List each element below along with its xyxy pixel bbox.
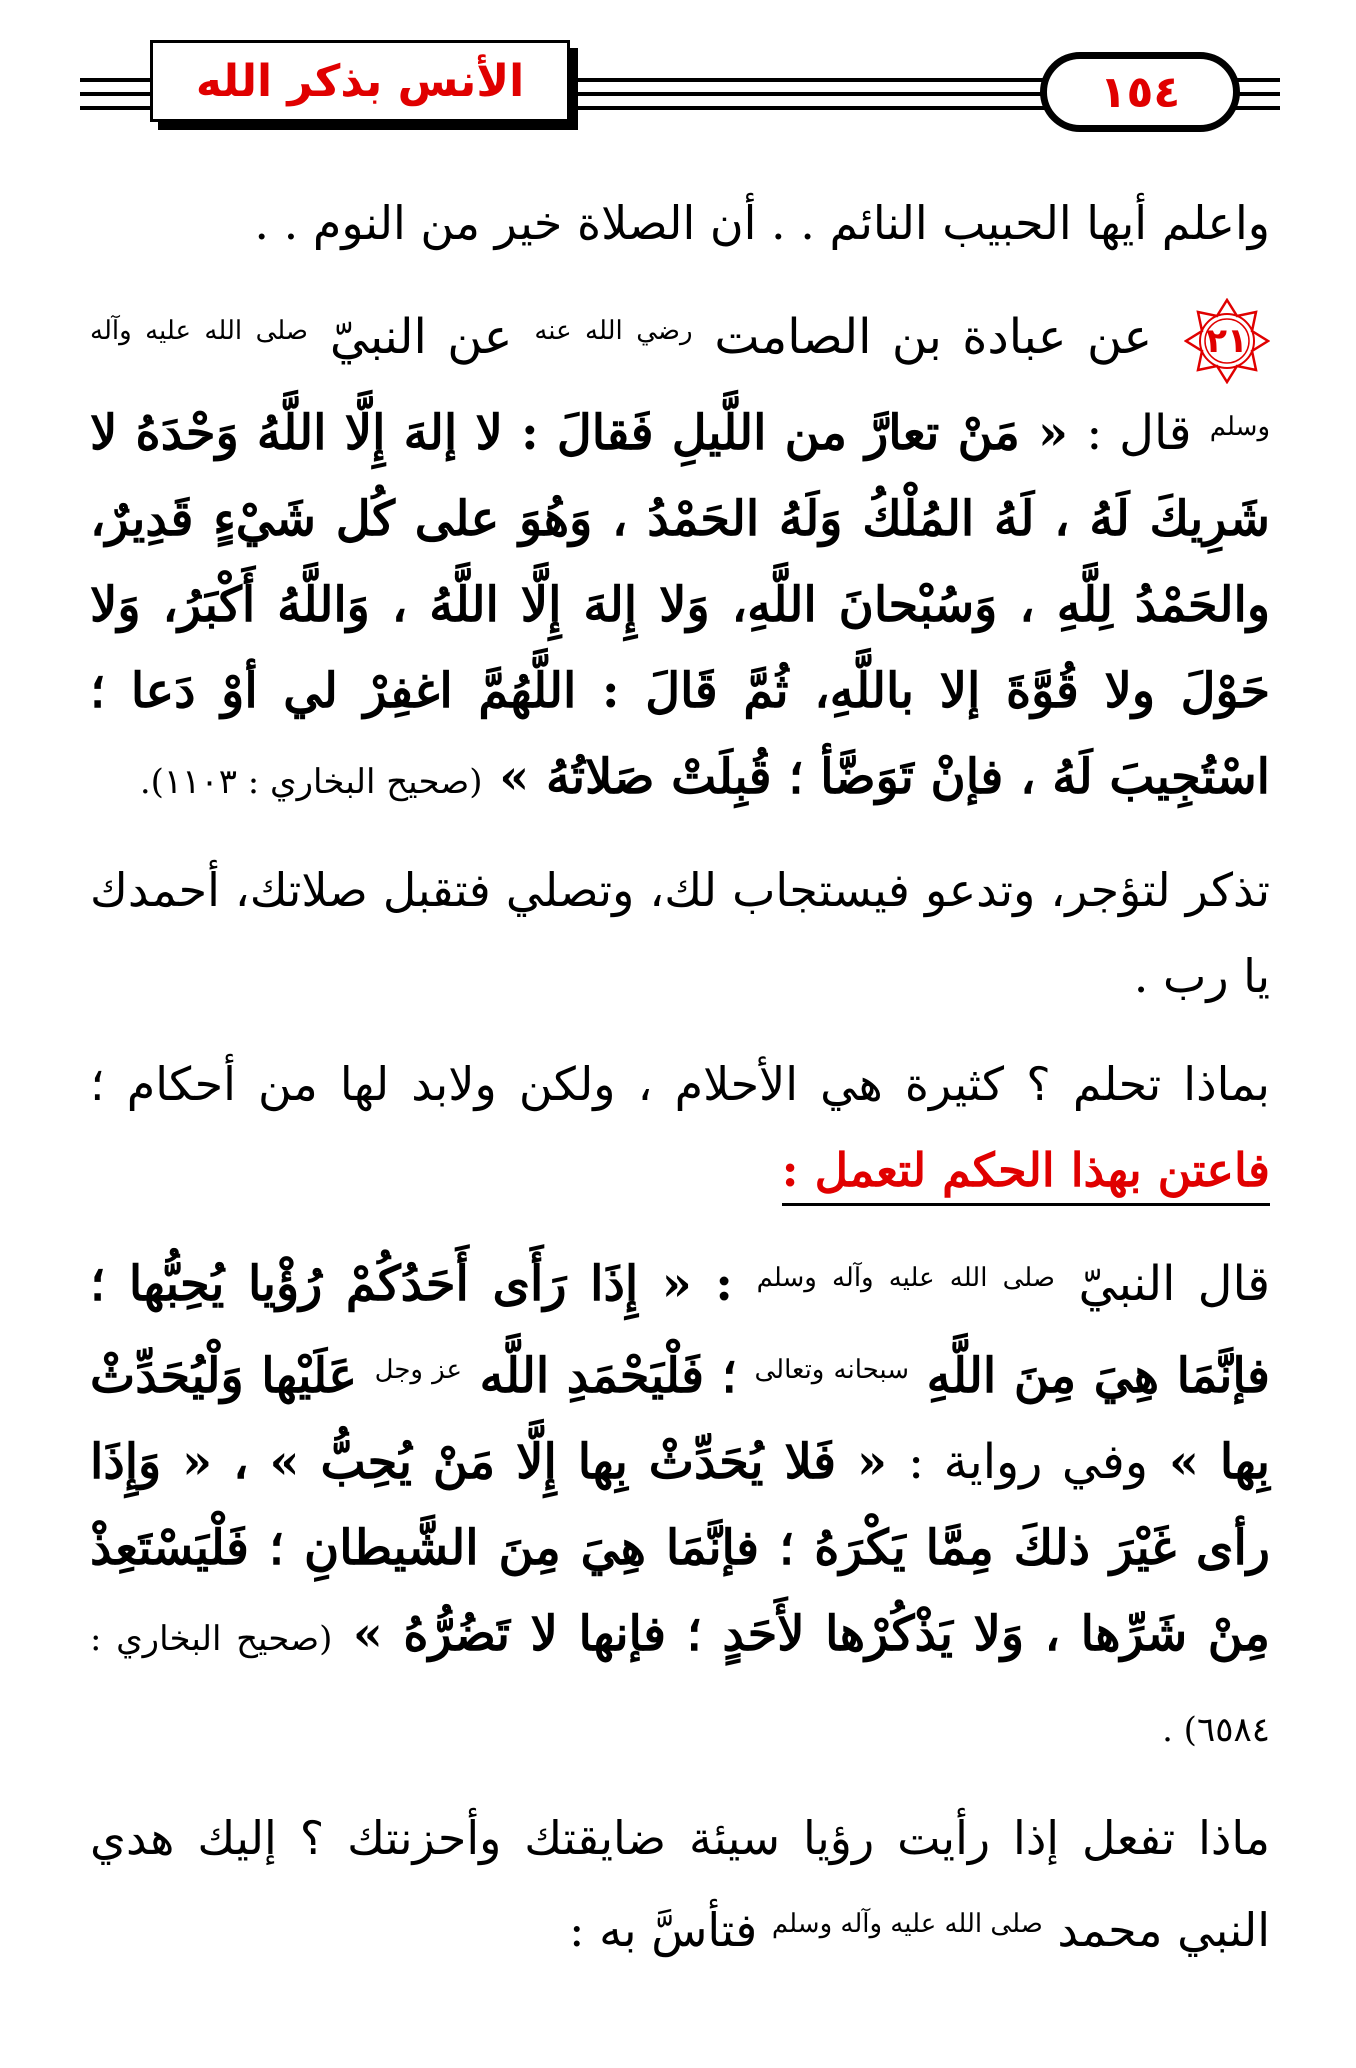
honorific: صلى الله عليه وآله وسلم	[771, 1908, 1043, 1939]
hadith-intro: وفي رواية :	[907, 1433, 1149, 1490]
hadith-paragraph	[90, 288, 1270, 825]
page-body	[90, 180, 1270, 1995]
hadith-reference: (صحيح البخاري : ١١٠٣).	[139, 761, 483, 802]
paragraph	[90, 180, 1270, 266]
paragraph-text: ماذا تفعل إذا رأيت رؤيا سيئة ضايقتك وأحزنتك ؟ إليك هدي النبي محمد	[90, 1810, 1270, 1957]
book-title: الأنس بذكر الله	[195, 55, 525, 107]
paragraph-text: بماذا تحلم ؟ كثيرة هي الأحلام ، ولكن ولابد لها من أحكام ؛	[90, 1056, 1270, 1111]
hadith-intro: عن عبادة بن الصامت	[714, 309, 1153, 365]
honorific: صلى الله عليه وآله وسلم	[90, 316, 1271, 442]
page-number: ١٥٤	[1099, 66, 1181, 118]
paragraph-text: فتأسَّ به :	[569, 1902, 758, 1957]
hadith-number: ٢١	[1206, 320, 1248, 361]
hadith-text: « مَنْ تعارَّ من اللَّيلِ فَقالَ : لا إلهَ إِلَّا اللَّهُ وَحْدَهُ لا شَرِيكَ لَهُ ، لَهُ المُلْكُ وَلَهُ الحَمْدُ ، وَهُوَ على كُل شَيْءٍ قَدِيرٌ، والحَمْدُ لِلَّهِ ، وَسُبْحانَ اللَّهِ، وَلا إِلهَ إِلَّا اللَّهُ ، وَاللَّهُ أَكْبَرُ، وَلا حَوْلَ ولا قُوَّةَ إلا باللَّهِ، ثُمَّ قَالَ : اللَّهُمَّ اغفِرْ لي أوْ دَعا ؛ اسْتُجِيبَ لَهُ ، فإنْ تَوَضَّأ ؛ قُبِلَتْ صَلاتُهُ »	[90, 404, 1270, 805]
hadith-text: ؛ فَلْيَحْمَدِ اللَّه	[479, 1347, 737, 1404]
honorific: سبحانه وتعالى	[754, 1354, 910, 1385]
paragraph	[90, 1795, 1270, 1973]
honorific: صلى الله عليه وآله وسلم	[756, 1262, 1055, 1293]
hadith-text: « فَلا يُحَدِّثْ بِها إِلَّا مَنْ يُحِبُّ » ، « وَإِذَا رأى غَيْرَ ذلكَ مِمَّا يَكْرَهُ ؛ فإنَّمَا هِيَ مِنَ الشَّيطانِ ؛ فَلْيَسْتَعِذْ مِنْ شَرِّها ، وَلا يَذْكُرْها لأَحَدٍ ؛ فإنها لا تَضُرُّهُ »	[90, 1433, 1271, 1662]
paragraph-text: تذكر لتؤجر، وتدعو فيستجاب لك، وتصلي فتقبل صلاتك، أحمدك يا رب .	[90, 862, 1270, 1003]
hadith-text: عَلَيْها وَلْيُحَدِّثْ بِها »	[90, 1347, 1271, 1490]
hadith-number-badge	[1184, 298, 1270, 384]
hadith-intro: قال النبيّ	[1078, 1255, 1271, 1312]
hadith-reference: (صحيح البخاري : ٦٥٨٤) .	[90, 1618, 1270, 1750]
honorific: رضي الله عنه	[534, 316, 693, 346]
hadith-intro: قال :	[1086, 404, 1192, 461]
honorific: عز وجل	[374, 1354, 462, 1385]
page-header	[80, 40, 1280, 140]
paragraph	[90, 847, 1270, 1019]
paragraph-text: واعلم أيها الحبيب النائم . . أن الصلاة خير من النوم . .	[254, 196, 1270, 250]
hadith-intro: عن النبيّ	[329, 309, 513, 365]
highlighted-heading: فاعتن بهذا الحكم لتعمل :	[782, 1143, 1270, 1206]
hadith-paragraph	[90, 1235, 1270, 1773]
book-title-box	[150, 40, 570, 122]
hadith-text: : « إِذَا رَأَى أَحَدُكُمْ رُؤْيا يُحِبُّها ؛ فإنَّمَا هِيَ مِنَ اللَّهِ	[90, 1255, 1270, 1404]
page-number-badge	[1040, 52, 1240, 132]
paragraph	[90, 1041, 1270, 1213]
